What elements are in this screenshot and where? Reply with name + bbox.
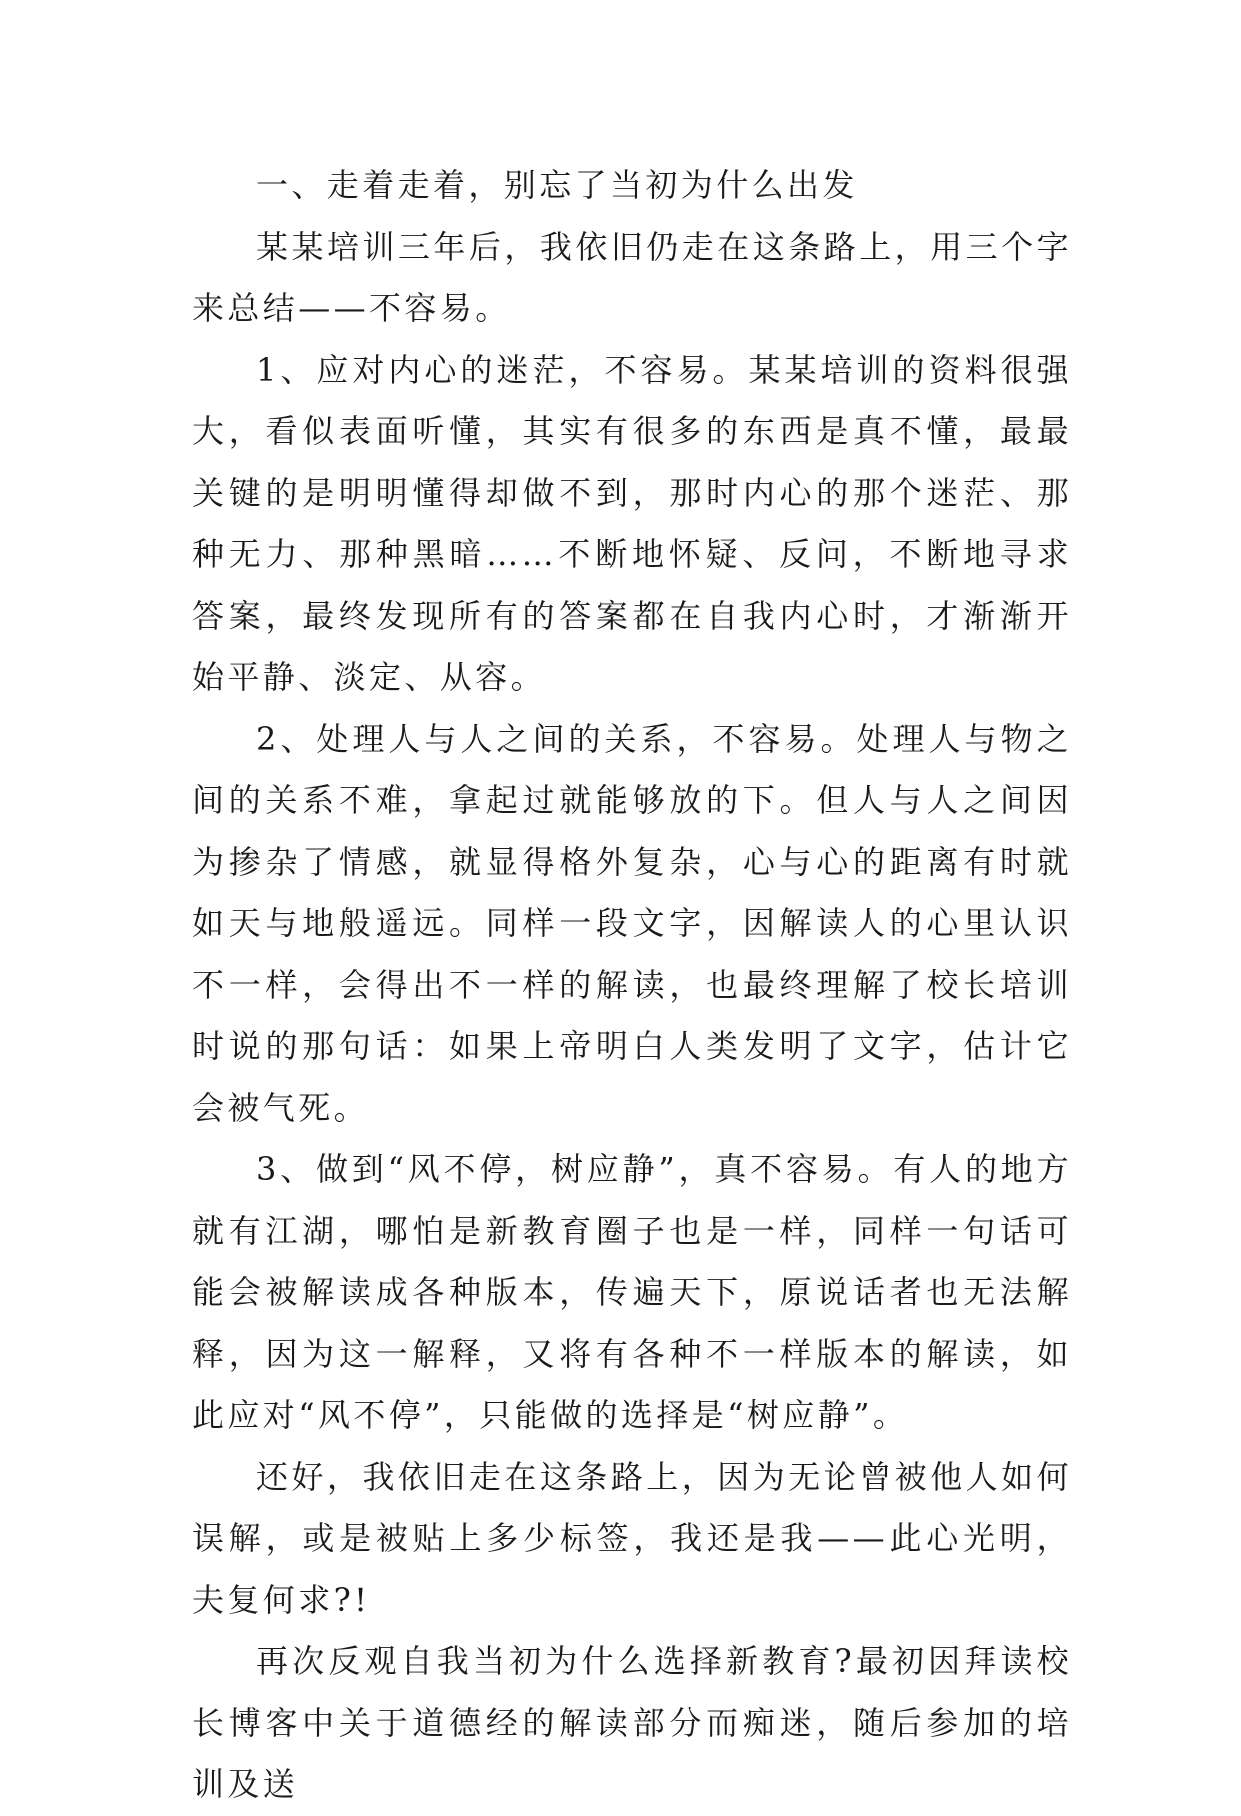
paragraph-point-3: 3、做到“风不停，树应静”，真不容易。有人的地方就有江湖，哪怕是新教育圈子也是一样，同样一句话可能会被解读成各种版本，传遍天下，原说话者也无法解释，因为这一解释，又将有各种不一样版本的解读，如此应对“风不停”，只能做的选择是“树应静”。 [192,1150,1072,1434]
paragraph-reflection: 还好，我依旧走在这条路上，因为无论曾被他人如何误解，或是被贴上多少标签，我还是我——此心光明，夫复何求?! [192,1457,1072,1619]
document-body [192,155,1072,1816]
paragraph-intro: 某某培训三年后，我依旧仍走在这条路上，用三个字来总结——不容易。 [192,227,1072,327]
section-heading: 一、走着走着，别忘了当初为什么出发 [256,166,858,204]
paragraph-point-2: 2、处理人与人之间的关系，不容易。处理人与物之间的关系不难，拿起过就能够放的下。但人与人之间因为掺杂了情感，就显得格外复杂，心与心的距离有时就如天与地般遥远。同样一段文字，因解读人的心里认识不一样，会得出不一样的解读，也最终理解了校长培训时说的那句话：如果上帝明白人类发明了文字，估计它会被气死。 [192,719,1072,1127]
paragraph-continuation: 再次反观自我当初为什么选择新教育?最初因拜读校长博客中关于道德经的解读部分而痴迷，随后参加的培训及送 [192,1642,1072,1803]
paragraph-point-1: 1、应对内心的迷茫，不容易。某某培训的资料很强大，看似表面听懂，其实有很多的东西是真不懂，最最关键的是明明懂得却做不到，那时内心的那个迷茫、那种无力、那种黑暗……不断地怀疑、反问，不断地寻求答案，最终发现所有的答案都在自我内心时，才渐渐开始平静、淡定、从容。 [192,350,1072,696]
